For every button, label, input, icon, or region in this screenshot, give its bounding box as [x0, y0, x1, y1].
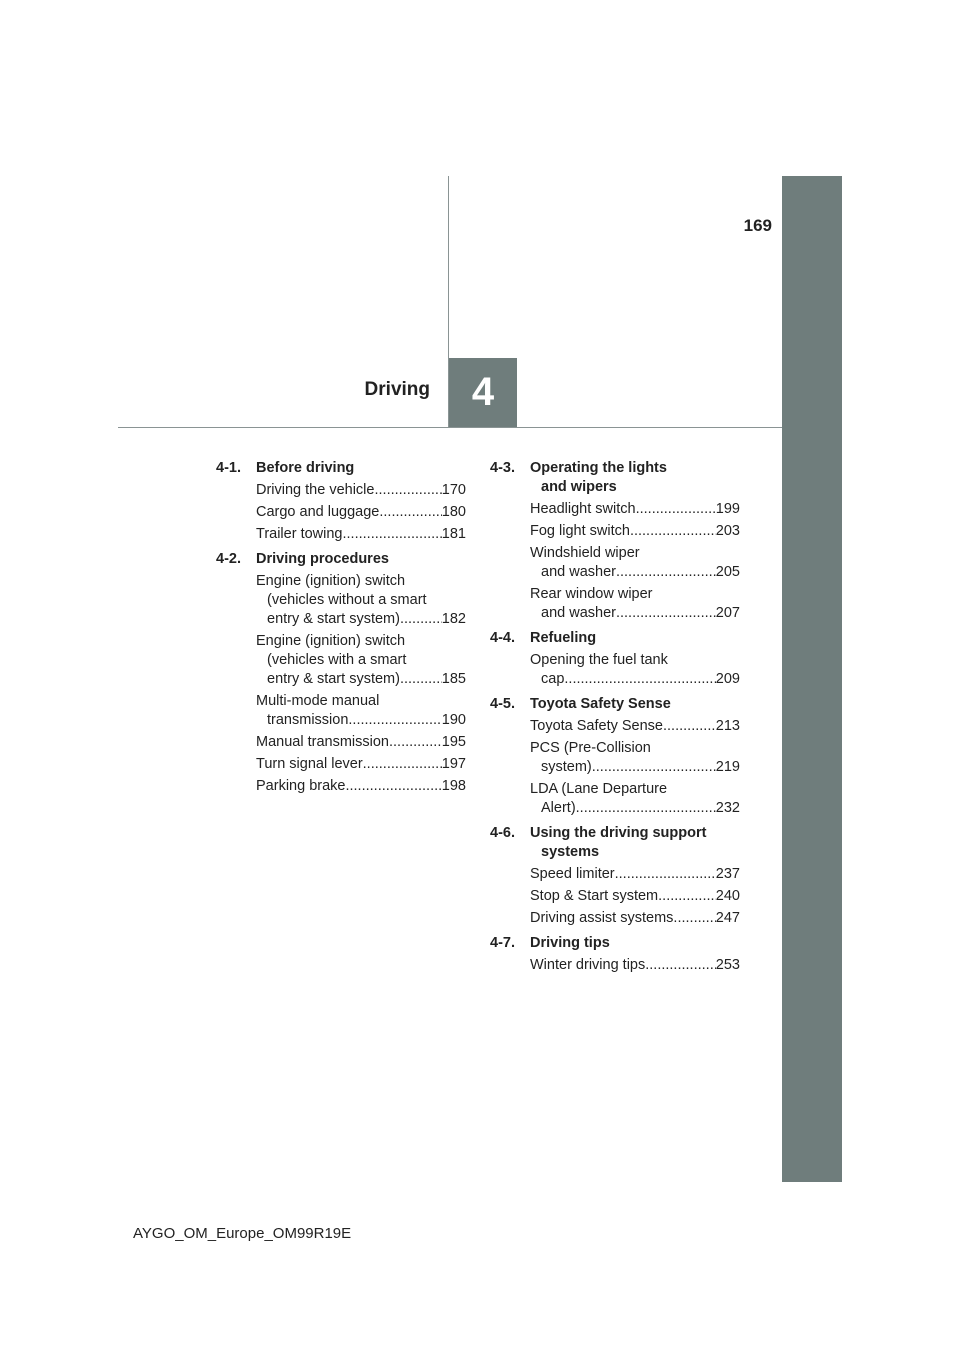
entry-leader-line — [530, 799, 740, 818]
entry-text-line: Opening the fuel tank — [530, 652, 668, 668]
entry-leader-line — [256, 755, 466, 774]
entry-leader-line — [530, 887, 740, 906]
entry-leader-line — [530, 670, 740, 689]
toc-entry[interactable] — [216, 632, 466, 689]
dot-leader — [374, 481, 441, 500]
toc-entry[interactable] — [490, 956, 740, 975]
entry-text-line: Manual transmission — [256, 734, 389, 750]
entry-text-line: Multi-mode manual — [256, 693, 380, 709]
dot-leader — [636, 500, 716, 519]
entry-leader-line — [530, 500, 740, 519]
entry-page-number: 253 — [715, 957, 740, 973]
section-number: 4-5. — [490, 696, 515, 712]
toc-entry[interactable] — [216, 572, 466, 629]
section-number: 4-4. — [490, 630, 515, 646]
entry-leader-line — [530, 758, 740, 777]
toc-entry[interactable] — [490, 739, 740, 777]
entry-text-line: LDA (Lane Departure — [530, 781, 668, 797]
entry-text-line: Windshield wiper — [530, 545, 640, 561]
entry-text-line: (vehicles with a smart — [267, 652, 407, 668]
entry-page-number: 219 — [715, 759, 740, 775]
entry-text-line: and washer — [541, 564, 616, 580]
entry-page-number: 185 — [441, 671, 466, 687]
dot-leader — [645, 956, 716, 975]
chapter-number-box — [449, 358, 517, 427]
section-title-line: Driving tips — [530, 935, 610, 951]
dot-leader — [564, 670, 715, 689]
section-number: 4-7. — [490, 935, 515, 951]
entry-text-line: Turn signal lever — [256, 756, 363, 772]
section-heading — [490, 695, 740, 714]
dot-leader — [348, 711, 441, 730]
toc-section — [216, 550, 466, 796]
toc-entry[interactable] — [216, 692, 466, 730]
dot-leader — [389, 733, 442, 752]
entry-text-line: Headlight switch — [530, 501, 636, 517]
section-title-line: and wipers — [541, 479, 617, 495]
toc-entry[interactable] — [216, 755, 466, 774]
dot-leader — [616, 563, 716, 582]
entry-leader-line — [530, 865, 740, 884]
dot-leader — [592, 758, 716, 777]
entry-text-line: Fog light switch — [530, 523, 630, 539]
entry-text-line: Engine (ignition) switch — [256, 573, 406, 589]
chapter-title: Driving — [364, 379, 430, 400]
entry-leader-line — [256, 711, 466, 730]
section-number: 4-6. — [490, 825, 515, 841]
entry-leader-line — [530, 522, 740, 541]
toc-column-left — [216, 459, 466, 802]
toc-column-right — [490, 459, 740, 981]
document-footer: AYGO_OM_Europe_OM99R19E — [133, 1225, 352, 1242]
toc-entry[interactable] — [490, 865, 740, 884]
dot-leader — [658, 887, 716, 906]
section-title — [256, 550, 466, 569]
dot-leader — [630, 522, 716, 541]
dot-leader — [663, 717, 716, 736]
entry-text-line: Cargo and luggage — [256, 504, 380, 520]
dot-leader — [345, 777, 441, 796]
toc-entry[interactable] — [490, 887, 740, 906]
section-title — [530, 695, 740, 714]
entry-page-number: 195 — [441, 734, 466, 750]
entry-leader-line — [256, 610, 466, 629]
entry-page-number: 190 — [441, 712, 466, 728]
entry-page-number: 170 — [441, 482, 466, 498]
entry-page-number: 232 — [715, 800, 740, 816]
dot-leader — [576, 799, 716, 818]
section-title-line: Refueling — [530, 630, 597, 646]
entry-page-number: 180 — [441, 504, 466, 520]
entry-text-line: PCS (Pre-Collision — [530, 740, 651, 756]
toc-entry[interactable] — [490, 780, 740, 818]
toc-entry[interactable] — [490, 522, 740, 541]
entry-text-line: Toyota Safety Sense — [530, 718, 663, 734]
entry-page-number: 213 — [715, 718, 740, 734]
entry-text-line: entry & start system) — [267, 671, 400, 687]
entry-text-line: Driving the vehicle — [256, 482, 375, 498]
toc-entry[interactable] — [490, 909, 740, 928]
entry-page-number: 203 — [715, 523, 740, 539]
entry-text-line: cap — [541, 671, 565, 687]
entry-leader-line — [530, 717, 740, 736]
section-number: 4-1. — [216, 460, 241, 476]
toc-entry[interactable] — [490, 651, 740, 689]
entry-leader-line — [530, 604, 740, 623]
section-title-line: systems — [541, 844, 600, 860]
entry-page-number: 181 — [441, 526, 466, 542]
toc-section — [490, 629, 740, 689]
entry-text-line: Winter driving tips — [530, 957, 646, 973]
toc-section — [490, 934, 740, 975]
dot-leader — [400, 610, 442, 629]
toc-entry[interactable] — [490, 500, 740, 519]
toc-entry[interactable] — [216, 733, 466, 752]
entry-leader-line — [256, 670, 466, 689]
entry-page-number: 240 — [715, 888, 740, 904]
entry-page-number: 205 — [715, 564, 740, 580]
toc-entry[interactable] — [216, 481, 466, 500]
dot-leader — [363, 755, 442, 774]
dot-leader — [616, 604, 716, 623]
page-number: 169 — [743, 216, 772, 235]
toc-entry[interactable] — [490, 585, 740, 623]
entry-text-line: Engine (ignition) switch — [256, 633, 406, 649]
section-heading — [216, 459, 466, 478]
toc-entry[interactable] — [490, 544, 740, 582]
entry-leader-line — [256, 503, 466, 522]
dot-leader — [673, 909, 715, 928]
entry-leader-line — [530, 956, 740, 975]
entry-text-line: Driving assist systems — [530, 910, 674, 926]
entry-page-number: 182 — [441, 611, 466, 627]
section-title — [256, 459, 466, 478]
section-number: 4-3. — [490, 460, 515, 476]
entry-text-line: and washer — [541, 605, 616, 621]
dot-leader — [615, 865, 716, 884]
entry-leader-line — [530, 563, 740, 582]
toc-section — [490, 459, 740, 623]
chapter-side-tab — [782, 176, 842, 1182]
entry-page-number: 207 — [715, 605, 740, 621]
dot-leader — [400, 670, 442, 689]
dot-leader — [343, 525, 442, 544]
entry-page-number: 247 — [715, 910, 740, 926]
section-heading — [490, 459, 740, 497]
toc-entry[interactable] — [216, 503, 466, 522]
entry-page-number: 197 — [441, 756, 466, 772]
entry-text-line: entry & start system) — [267, 611, 400, 627]
toc-entry[interactable] — [490, 717, 740, 736]
toc-section — [490, 824, 740, 928]
dot-leader — [379, 503, 441, 522]
toc-section — [216, 459, 466, 544]
toc-section — [490, 695, 740, 818]
section-title — [530, 934, 740, 953]
entry-text-line: Speed limiter — [530, 866, 615, 882]
entry-leader-line — [256, 733, 466, 752]
toc-entry[interactable] — [216, 525, 466, 544]
entry-leader-line — [256, 525, 466, 544]
section-title-line: Using the driving support — [530, 825, 707, 841]
entry-text-line: Parking brake — [256, 778, 346, 794]
entry-leader-line — [256, 777, 466, 796]
header-horizontal-rule — [118, 427, 782, 428]
section-title-line: Before driving — [256, 460, 355, 476]
entry-leader-line — [256, 481, 466, 500]
entry-text-line: Trailer towing — [256, 526, 343, 542]
section-heading — [216, 550, 466, 569]
chapter-number: 4 — [471, 370, 495, 414]
section-heading — [490, 629, 740, 648]
entry-text-line: Stop & Start system — [530, 888, 659, 904]
section-number: 4-2. — [216, 551, 241, 567]
entry-text-line: (vehicles without a smart — [267, 592, 427, 608]
section-title — [530, 459, 740, 497]
section-heading — [490, 934, 740, 953]
entry-leader-line — [530, 909, 740, 928]
section-heading — [490, 824, 740, 862]
section-title — [530, 824, 740, 862]
entry-text-line: Alert) — [541, 800, 576, 816]
entry-page-number: 209 — [715, 671, 740, 687]
entry-text-line: transmission — [267, 712, 349, 728]
entry-text-line: system) — [541, 759, 592, 775]
section-title — [530, 629, 740, 648]
toc-entry[interactable] — [216, 777, 466, 796]
section-title-line: Operating the lights — [530, 460, 667, 476]
entry-page-number: 199 — [715, 501, 740, 517]
section-title-line: Driving procedures — [256, 551, 389, 567]
section-title-line: Toyota Safety Sense — [530, 696, 671, 712]
entry-page-number: 198 — [441, 778, 466, 794]
entry-page-number: 237 — [715, 866, 740, 882]
entry-text-line: Rear window wiper — [530, 586, 653, 602]
